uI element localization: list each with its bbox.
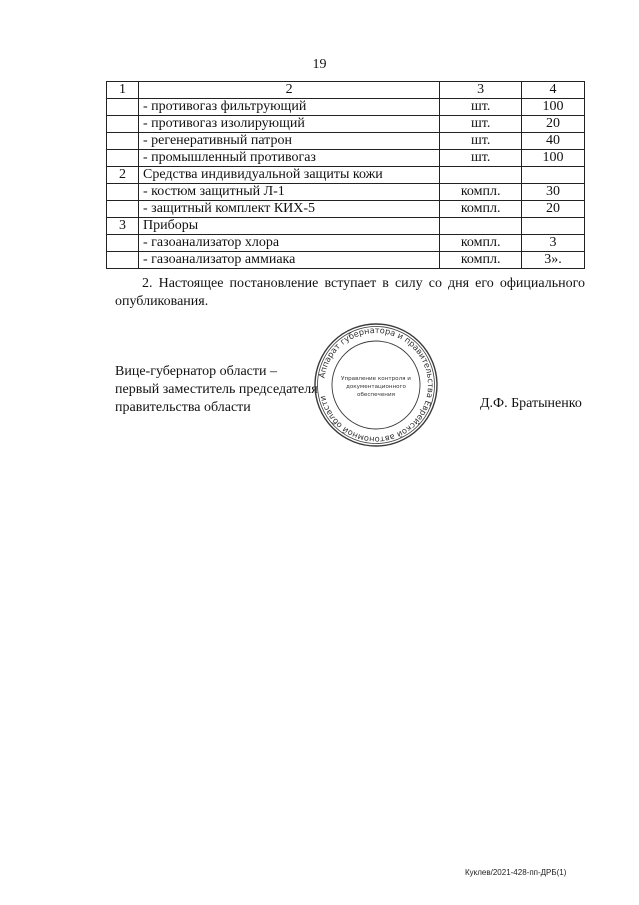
effective-date-paragraph: 2. Настоящее постановление вступает в силу со дня его официального опубликования. xyxy=(115,276,585,309)
table-cell-qty: 40 xyxy=(522,133,585,150)
table-row xyxy=(107,218,585,235)
document-code: Куклев/2021-428-пп-ДРБ(1) xyxy=(465,868,567,877)
table-cell-num: 3 xyxy=(107,218,139,235)
table-cell-name: - газоанализатор хлора xyxy=(139,235,440,252)
signatory-line: правительства области xyxy=(115,400,251,415)
seal-center-line: документационного xyxy=(346,384,406,390)
signatory-line: первый заместитель председателя xyxy=(115,382,318,397)
table-cell-unit: компл. xyxy=(440,252,522,269)
table-row xyxy=(107,116,585,133)
table-cell-name: - костюм защитный Л-1 xyxy=(139,184,440,201)
table-cell-name: - противогаз фильтрующий xyxy=(139,99,440,116)
table-cell-unit: компл. xyxy=(440,201,522,218)
table-cell-unit xyxy=(440,218,522,235)
table-row xyxy=(107,133,585,150)
table-cell-qty xyxy=(522,218,585,235)
table-cell-unit: компл. xyxy=(440,184,522,201)
table-header-row xyxy=(107,82,585,99)
table-row xyxy=(107,201,585,218)
table-row xyxy=(107,99,585,116)
table-cell-unit: шт. xyxy=(440,150,522,167)
table-cell-qty: 100 xyxy=(522,99,585,116)
seal-center-line: Управление контроля и xyxy=(341,376,411,382)
table-cell-num xyxy=(107,252,139,269)
table-cell-unit: шт. xyxy=(440,99,522,116)
seal-center-line: обеспечения xyxy=(357,392,395,398)
table-cell-name: - газоанализатор аммиака xyxy=(139,252,440,269)
signatory-title xyxy=(115,363,318,417)
table-cell-qty: 3». xyxy=(522,252,585,269)
official-seal xyxy=(313,322,439,448)
table-cell-name: - противогаз изолирующий xyxy=(139,116,440,133)
table-cell-num xyxy=(107,201,139,218)
table-cell-qty: 30 xyxy=(522,184,585,201)
page-number: 19 xyxy=(312,57,327,72)
table-cell-num xyxy=(107,116,139,133)
table-cell-name: Приборы xyxy=(139,218,440,235)
seal-ring-text: Аппарат губернатора и правительства Еврейской автономной области xyxy=(316,324,437,446)
table-row xyxy=(107,167,585,184)
header-cell: 1 xyxy=(107,82,139,99)
table-cell-unit: компл. xyxy=(440,235,522,252)
table-cell-qty: 3 xyxy=(522,235,585,252)
table-row xyxy=(107,252,585,269)
table-cell-unit xyxy=(440,167,522,184)
table-cell-num: 2 xyxy=(107,167,139,184)
header-cell: 2 xyxy=(139,82,440,99)
table-cell-unit: шт. xyxy=(440,116,522,133)
header-cell: 4 xyxy=(522,82,585,99)
table-cell-qty: 20 xyxy=(522,116,585,133)
table-row xyxy=(107,184,585,201)
table-cell-name: Средства индивидуальной защиты кожи xyxy=(139,167,440,184)
table-cell-name: - промышленный противогаз xyxy=(139,150,440,167)
table-cell-num xyxy=(107,133,139,150)
table-cell-qty: 100 xyxy=(522,150,585,167)
table-cell-name: - регенеративный патрон xyxy=(139,133,440,150)
table-cell-qty xyxy=(522,167,585,184)
equipment-table xyxy=(106,81,585,269)
table-cell-num xyxy=(107,184,139,201)
signatory-line: Вице-губернатор области – xyxy=(115,364,277,379)
table-cell-num xyxy=(107,99,139,116)
table-row xyxy=(107,235,585,252)
signer-name: Д.Ф. Братыненко xyxy=(480,396,582,411)
table-cell-name: - защитный комплект КИХ-5 xyxy=(139,201,440,218)
table-cell-unit: шт. xyxy=(440,133,522,150)
table-cell-num xyxy=(107,150,139,167)
table-row xyxy=(107,150,585,167)
table-cell-qty: 20 xyxy=(522,201,585,218)
header-cell: 3 xyxy=(440,82,522,99)
table-cell-num xyxy=(107,235,139,252)
